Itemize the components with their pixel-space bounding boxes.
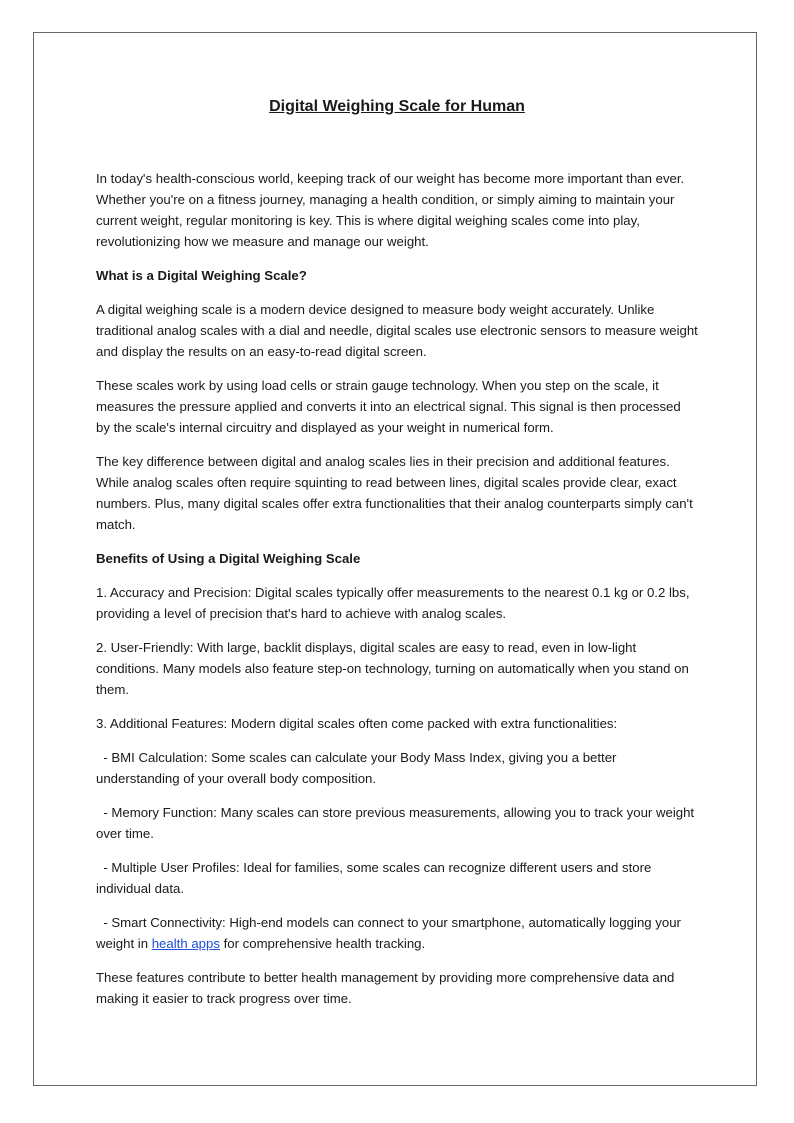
paragraph-definition: A digital weighing scale is a modern device designed to measure body weight accurately. Unlike traditional analog scales with a dial and needle, digital scales use electronic sensors to measure weight and display the results on an easy-to-read digital screen. — [96, 302, 698, 359]
feature-item-smart-connectivity — [96, 912, 698, 954]
benefit-item-user-friendly: 2. User-Friendly: With large, backlit displays, digital scales are easy to read, even in low-light conditions. Many models also feature step-on technology, turning on automatically when you stand on them. — [96, 640, 689, 697]
paragraph-digital-vs-analog: The key difference between digital and analog scales lies in their precision and additional features. While analog scales often require squinting to read between lines, digital scales provide clear, exact numbers. Plus, many digital scales offer extra functionalities that their analog counterparts simply can't match. — [96, 454, 693, 532]
document-body — [96, 96, 698, 1022]
smart-connectivity-text-before: - Smart Connectivity: High-end models can connect to your smartphone, automatically logging your weight in — [96, 915, 685, 951]
section-heading-what-is: What is a Digital Weighing Scale? — [96, 268, 307, 283]
benefit-item-accuracy: 1. Accuracy and Precision: Digital scales typically offer measurements to the nearest 0.1 kg or 0.2 lbs, providing a level of precision that's hard to achieve with analog scales. — [96, 585, 690, 621]
health-apps-link[interactable]: health apps — [151, 936, 220, 951]
benefit-item-additional-features: 3. Additional Features: Modern digital scales often come packed with extra functionalities: — [96, 716, 618, 731]
section-heading-benefits: Benefits of Using a Digital Weighing Scale — [96, 551, 361, 566]
feature-item-multi-user: - Multiple User Profiles: Ideal for families, some scales can recognize different users and store individual data. — [96, 860, 656, 896]
closing-paragraph: These features contribute to better health management by providing more comprehensive data and making it easier to track progress over time. — [96, 970, 675, 1006]
intro-paragraph: In today's health-conscious world, keeping track of our weight has become more important than ever. Whether you're on a fitness journey, managing a health condition, or simply aiming to maintain your current weight, regular monitoring is key. This is where digital weighing scales come into play, revolutionizing how we measure and manage our weight. — [96, 171, 685, 249]
smart-connectivity-text-after: for comprehensive health tracking. — [219, 936, 426, 951]
paragraph-how-it-works: These scales work by using load cells or strain gauge technology. When you step on the scale, it measures the pressure applied and converts it into an electrical signal. This signal is then processed by the scale's internal circuitry and displayed as your weight in numerical form. — [96, 378, 681, 435]
document-title: Digital Weighing Scale for Human — [269, 98, 525, 115]
feature-item-memory: - Memory Function: Many scales can store previous measurements, allowing you to track your weight over time. — [96, 805, 698, 841]
feature-item-bmi: - BMI Calculation: Some scales can calculate your Body Mass Index, giving you a better understanding of your overall body composition. — [96, 750, 621, 786]
